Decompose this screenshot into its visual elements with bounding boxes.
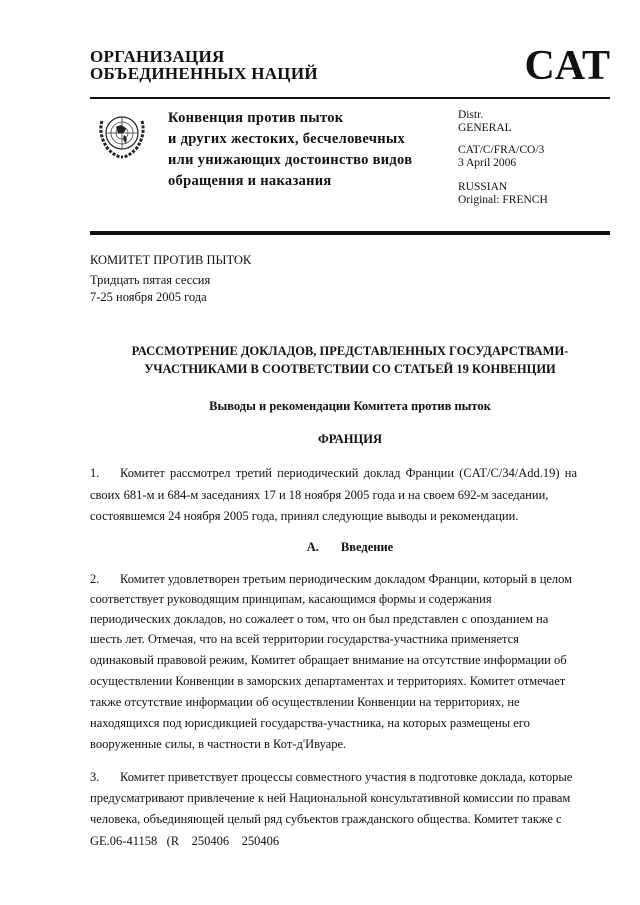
original-language: Original: FRENCH: [458, 194, 548, 206]
paragraph-2-line: вооруженные силы, в частности в Кот-д'Ивуаре.: [90, 737, 347, 751]
paragraph-3-line: предусматривают привлечение к ней Национальной консультативной комиссии по правам: [90, 791, 571, 805]
convention-title-line: Конвенция против пыток: [168, 110, 344, 126]
paragraph-2-line: шесть лет. Отмечая, что на всей территории государства-участника применяется: [90, 632, 519, 646]
paragraph-2-line: соответствует руководящим принципам, касающимся формы и содержания: [90, 592, 492, 606]
paragraph-number: 1.: [90, 466, 100, 480]
session-dates: 7-25 ноября 2005 года: [90, 290, 207, 304]
org-name-line2: ОБЪЕДИНЕННЫХ НАЦИЙ: [90, 64, 318, 83]
section-a-heading: [90, 540, 610, 555]
convention-title-line: и других жестоких, бесчеловечных: [168, 131, 406, 147]
paragraph-2-line: находящихся под юрисдикцией государства-участника, на которых размещены его: [90, 716, 530, 730]
paragraph-2-line: осуществлении Конвенции в заморских департаментах и территориях. Комитет отмечает: [90, 674, 566, 688]
doc-symbol: CAT/C/FRA/CO/3: [458, 144, 545, 156]
paragraph-number: 2.: [90, 572, 100, 586]
country-heading: ФРАНЦИЯ: [318, 432, 382, 446]
paragraph-1-line: [90, 466, 577, 481]
un-emblem-icon: [94, 107, 150, 163]
section-title: Введение: [340, 540, 394, 554]
section-letter: A.: [306, 540, 319, 554]
paragraph-3-line: [90, 770, 577, 785]
header-rule: [90, 97, 610, 99]
text: Комитет приветствует процессы совместного участия в подготовке доклада, которые: [120, 770, 573, 784]
paragraph-number: 3.: [90, 770, 100, 784]
paragraph-2-line: одинаковый правовой режим, Комитет обращает внимание на отсутствие информации об: [90, 653, 567, 667]
document-title-line1: РАССМОТРЕНИЕ ДОКЛАДОВ, ПРЕДСТАВЛЕННЫХ ГОСУДАРСТВАМИ-: [131, 344, 569, 358]
doc-date: 3 April 2006: [458, 157, 517, 169]
distr-label: Distr.: [458, 109, 484, 121]
session: Тридцать пятая сессия: [90, 273, 211, 287]
paragraph-2-line: [90, 572, 577, 587]
paragraph-1-line: состоявшемся 24 ноября 2005 года, принял следующие выводы и рекомендации.: [90, 509, 519, 523]
footer-job-number: GE.06-41158 (R 250406 250406: [90, 834, 280, 848]
distr-value: GENERAL: [458, 122, 512, 134]
org-name-line1: ОРГАНИЗАЦИЯ: [90, 47, 225, 66]
document-title-line2: УЧАСТНИКАМИ В СООТВЕТСТВИИ СО СТАТЬЕЙ 19 КОНВЕНЦИИ: [144, 362, 556, 376]
paragraph-3-line: человека, объединяющей целый ряд субъектов гражданского общества. Комитет также с: [90, 812, 562, 826]
text: Комитет рассмотрел третий периодический доклад Франции (CAT/C/34/Add.19) на: [120, 466, 577, 480]
committee-name: КОМИТЕТ ПРОТИВ ПЫТОК: [90, 253, 252, 267]
convention-title-line: или унижающих достоинство видов: [168, 152, 413, 168]
paragraph-2-line: также отсутствие информации об осуществлении Конвенции на территориях, не: [90, 695, 520, 709]
convention-title-line: обращения и наказания: [168, 173, 332, 189]
paragraph-1-line: своих 681-м и 684-м заседаниях 17 и 18 ноября 2005 года и на своем 692-м заседании,: [90, 488, 549, 502]
paragraph-2-line: периодических докладов, но сожалеет о том, что он был представлен с опозданием на: [90, 612, 549, 626]
doc-language: RUSSIAN: [458, 181, 508, 193]
header-thick-rule: [90, 231, 610, 235]
text: Комитет удовлетворен третьим периодическим докладом Франции, который в целом: [120, 572, 573, 586]
document-symbol-large: CAT: [524, 43, 610, 89]
document-subtitle: Выводы и рекомендации Комитета против пыток: [209, 399, 491, 413]
